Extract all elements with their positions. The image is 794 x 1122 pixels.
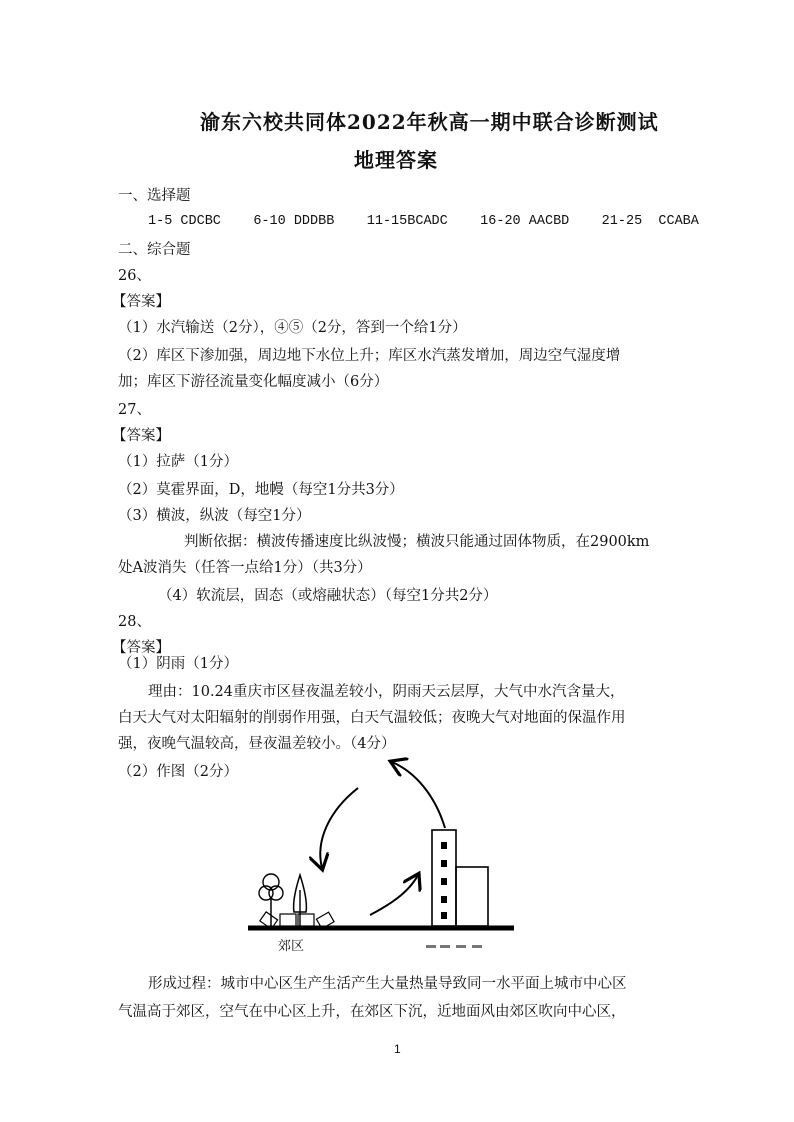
q27-part3-basis: 判断依据：横波传播速度比纵波慢；横波只能通过固体物质，在2900km (184, 534, 650, 550)
q28-reason-line3: 强，夜晚气温较高，昼夜温差较小。（4分） (118, 736, 396, 752)
suburb-label: 郊区 (278, 939, 305, 954)
document-subtitle: 地理答案 (354, 148, 438, 172)
q28-number: 28、 (118, 614, 151, 630)
section-choice-heading: 一、选择题 (118, 188, 191, 204)
q28-reason-line1: 理由：10.24重庆市区昼夜温差较小，阴雨天云层厚，大气中水汽含量大， (148, 684, 625, 700)
q28-part2: （2）作图（2分） (118, 764, 238, 780)
q27-answer-tag: 【答案】 (112, 428, 170, 444)
q26-part2-line2: 加；库区下游径流量变化幅度减小（6分） (118, 374, 389, 390)
choice-answers: 1-5 CDCBC 6-10 DDDBB 11-15BCADC 16-20 AACBD 21-25 CCABA (148, 214, 699, 229)
q26-answer-tag: 【答案】 (112, 294, 170, 310)
rising-air-arrow (392, 762, 445, 828)
q27-part3-basis-cont: 处A波消失（任答一点给1分）（共3分） (118, 560, 372, 576)
round-tree-icon (259, 874, 283, 926)
q27-part3: （3）横波，纵波（每空1分） (118, 508, 311, 524)
surface-wind-arrow (370, 875, 418, 915)
q26-number: 26、 (118, 268, 151, 284)
heat-island-circulation-figure (240, 750, 530, 960)
page-number: 1 (394, 1042, 401, 1056)
q28-formation-line1: 形成过程：城市中心区生产生活产生大量热量导致同一水平面上城市中心区 (148, 976, 627, 992)
tall-building-icon (432, 830, 456, 926)
q26-part2-line1: （2）库区下渗加强，周边地下水位上升；库区水汽蒸发增加，周边空气湿度增 (118, 348, 621, 364)
sinking-air-arrow (320, 788, 358, 868)
section-comprehensive-heading: 二、综合题 (118, 242, 191, 258)
q28-part1: （1）阴雨（1分） (118, 656, 238, 672)
q28-reason-line2: 白天大气对太阳辐射的削弱作用强，白天气温较低；夜晚大气对地面的保温作用 (118, 710, 626, 726)
q28-answer-tag: 【答案】 (112, 640, 170, 656)
document-title: 渝东六校共同体2022年秋高一期中联合诊断测试 (200, 110, 659, 134)
q27-part2: （2）莫霍界面，D，地幔（每空1分共3分） (118, 482, 404, 498)
q28-formation-line2: 气温高于郊区，空气在中心区上升，在郊区下沉，近地面风由郊区吹向中心区， (118, 1004, 626, 1020)
q26-part1: （1）水汽输送（2分），④⑤（2分，答到一个给1分） (118, 320, 467, 336)
low-building-icon (456, 867, 488, 926)
q27-part1: （1）拉萨（1分） (118, 454, 238, 470)
shrub-shape (280, 914, 296, 926)
q27-number: 27、 (118, 402, 151, 418)
q27-part4: （4）软流层，固态（或熔融状态）（每空1分共2分） (158, 588, 498, 604)
faint-city-label-marks (426, 945, 482, 948)
